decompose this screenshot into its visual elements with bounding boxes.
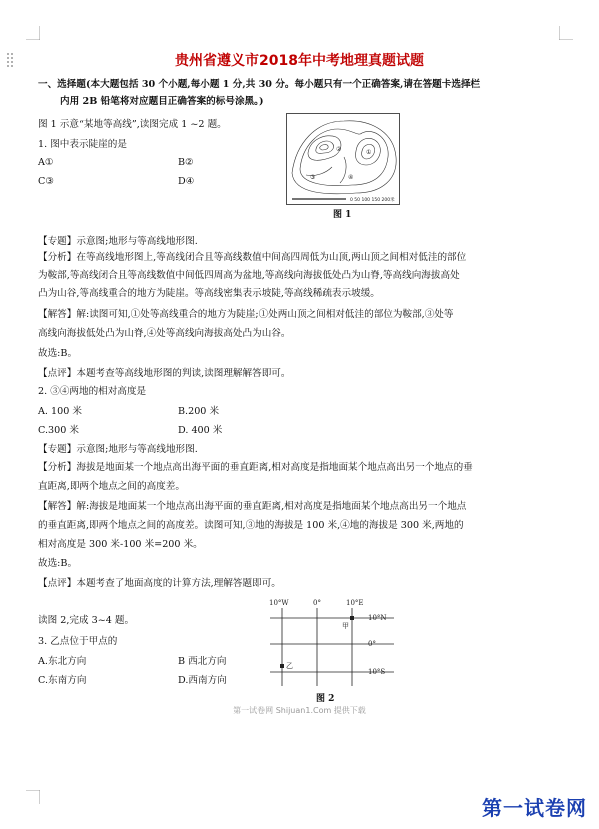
page-footer: 第一试卷网 Shijuan1.Com 提供下载 <box>233 706 366 715</box>
explanation-2-line-6: 相对高度是 300 米-100 米=200 米。 <box>38 539 203 550</box>
option-c: C③ <box>38 176 54 187</box>
page-title: 贵州省遵义市2018年中考地理真题试题 <box>175 53 424 69</box>
option-b: B.200 米 <box>178 406 220 417</box>
corner-mark-bottom-left <box>26 790 40 804</box>
intro-text: 图 1 示意“某地等高线”,读图完成 1 ~2 题。 <box>38 119 227 130</box>
section-heading: 一、选择题(本大题包括 30 个小题,每小题 1 分,共 30 分。每小题只有一个正确答案,请在答题卡选择栏 <box>38 79 481 90</box>
point-yi-label: 乙 <box>286 662 293 670</box>
svg-text:③: ③ <box>310 174 316 181</box>
option-c: C.东南方向 <box>38 675 87 686</box>
section-heading-cont: 内用 2B 铅笔将对应题目正确答案的标号涂黑。) <box>60 96 264 107</box>
explanation-2-line-7: 故选:B。 <box>38 558 78 569</box>
lon-label-east: 10°E <box>346 599 364 607</box>
scale-bar-label: 0 50 100 150 200米 <box>350 198 395 203</box>
option-a: A① <box>38 157 54 168</box>
explanation-2-line-5: 的垂直距离,即两个地点之间的高度差。读图可知,③地的海拔是 100 米,④地的海拔是 300 米,两地的 <box>38 520 464 531</box>
explanation-1-line-5: 【解答】解:读图可知,①处等高线重合的地方为陡崖;①处两山顶之间相对低洼的部位为鞍部,③处等 <box>38 309 454 320</box>
explanation-1-line-4: 凸为山谷,等高线重合的地方为陡崖。等高线密集表示坡陡,等高线稀疏表示坡缓。 <box>38 288 380 299</box>
point-yi-marker <box>280 664 284 668</box>
option-d: D. 400 米 <box>178 425 223 436</box>
lat-label-south: 10°S <box>368 668 386 676</box>
explanation-1-line-7: 故选:B。 <box>38 348 78 359</box>
explanation-1-line-3: 为鞍部,等高线闭合且等高线数值中间低四周高为盆地,等高线向海拔低处凸为山脊,等高线向海拔高处 <box>38 270 460 281</box>
explanation-2-line-1: 【专题】示意图;地形与等高线地形图. <box>38 444 198 455</box>
figure-2-caption: 图 2 <box>316 694 335 704</box>
question-3: 3. 乙点位于甲点的 <box>38 636 118 647</box>
option-c: C.300 米 <box>38 425 80 436</box>
option-a: A.东北方向 <box>38 656 87 667</box>
corner-mark-top-left <box>26 26 40 40</box>
explanation-2-line-4: 【解答】解:海拔是地面某一个地点高出海平面的垂直距离,相对高度是指地面某个地点高出另一个地点 <box>38 501 467 512</box>
svg-text:②: ② <box>336 146 342 153</box>
brand-logo: 第一试卷网 <box>482 796 587 820</box>
point-jia-marker <box>350 616 354 620</box>
option-d: D.西南方向 <box>178 675 227 686</box>
figure-1-caption: 图 1 <box>333 210 352 220</box>
point-jia-label: 甲 <box>342 622 349 630</box>
option-a: A. 100 米 <box>38 406 82 417</box>
intro-text-2: 读图 2,完成 3~4 题。 <box>38 615 135 626</box>
explanation-2-line-2: 【分析】海拔是地面某一个地点高出海平面的垂直距离,相对高度是指地面某个地点高出另一个地点的垂 <box>38 462 473 473</box>
explanation-1-line-8: 【点评】本题考查等高线地形图的判读,读图理解解答即可。 <box>38 368 291 379</box>
lat-label-equator: 0° <box>368 640 376 648</box>
lon-label-zero: 0° <box>313 599 321 607</box>
explanation-1-line-2: 【分析】在等高线地形图上,等高线闭合且等高线数值中间高四周低为山顶,两山顶之间相对低洼的部位 <box>38 252 467 263</box>
lat-label-north: 10°N <box>368 614 387 622</box>
question-1: 1. 图中表示陡崖的是 <box>38 139 127 150</box>
option-d: D④ <box>178 176 195 187</box>
contour-map-figure <box>286 113 400 205</box>
lat-lon-grid-figure <box>262 596 402 692</box>
option-b: B 西北方向 <box>178 656 227 667</box>
explanation-1-line-6: 高线向海拔低处凸为山脊,④处等高线向海拔高处凸为山谷。 <box>38 328 291 339</box>
svg-text:①: ① <box>366 149 372 156</box>
corner-mark-top-right <box>559 26 573 40</box>
explanation-1-line-1: 【专题】示意图;地形与等高线地形图. <box>38 236 198 247</box>
question-2: 2. ③④两地的相对高度是 <box>38 386 147 397</box>
svg-text:④: ④ <box>348 174 354 181</box>
lon-label-west: 10°W <box>269 599 289 607</box>
explanation-2-line-8: 【点评】本题考查了地面高度的计算方法,理解答题即可。 <box>38 578 281 589</box>
option-b: B② <box>178 157 194 168</box>
explanation-2-line-3: 直距离,即两个地点之间的高度差。 <box>38 481 185 492</box>
